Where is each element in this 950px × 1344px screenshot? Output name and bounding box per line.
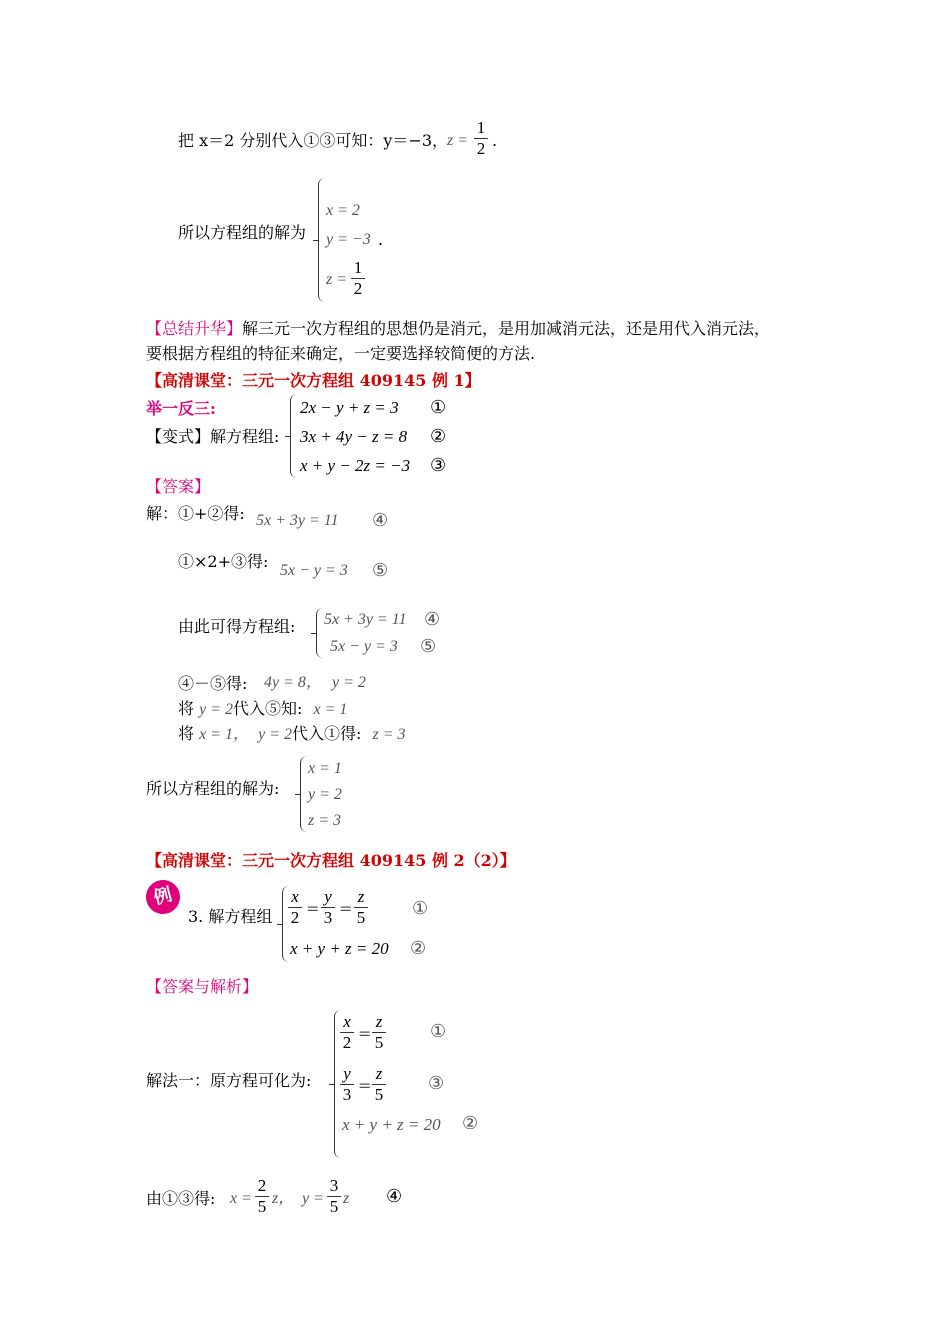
variant-mark-3: ③ [430,455,447,476]
method1-label: 解法一：原方程可化为: [146,1071,312,1090]
final-z: z = 3 [308,812,342,829]
variant-eq-3: x + y − 2z = −3 [300,456,411,475]
brace [316,608,324,658]
last-y: y = [302,1190,324,1207]
intro-period: . [492,131,498,150]
r1-frac-1: x 2 [340,1012,354,1053]
variant-eq-2: 3x + 4y − z = 8 [300,427,408,446]
ex3-mark-1: ① [412,898,429,919]
summary-line-2: 要根据方程组的特征来确定，一定要选择较简便的方法. [146,344,536,363]
r1-mark: ① [430,1021,447,1042]
sol-y: y = −3 [326,231,371,248]
r2-frac-1: y 3 [340,1064,354,1105]
last-x: x = [230,1190,252,1207]
last-frac-y: 3 5 [327,1176,341,1217]
r2-mark: ③ [428,1073,445,1094]
last-frac-x: 2 5 [255,1176,269,1217]
step1-label: 解：①+②得: [146,504,245,523]
example3-label: 3. 解方程组 [188,907,273,926]
step2-mark: ⑤ [372,560,389,581]
r2-eq-sign: = [358,1076,372,1095]
variant-label: 【变式】解方程组: [146,427,280,446]
ex3-frac-z: z 5 [354,887,368,928]
brace [300,756,308,832]
step4-label: ④－⑤得: [178,674,248,693]
variant-mark-2: ② [430,426,447,447]
step6-line: 将 x = 1， y = 2代入①得: z = 3 [178,724,406,743]
answer-tag: 【答案】 [146,477,211,496]
sol-z: z = [326,271,348,288]
solution-label: 所以方程组的解为 [178,223,307,242]
final-y: y = 2 [308,786,342,803]
summary-tag: 【总结升华】 [146,319,243,338]
sol-frac: 1 2 [351,258,365,299]
intro-z: z = [447,132,469,149]
video-link-2[interactable]: 【高清课堂：三元一次方程组 409145 例 2（2）】 [146,851,516,870]
step3-mark-2: ⑤ [420,636,437,657]
final-x: x = 1 [308,760,342,777]
step4-eq-1: 4y = 8， [264,674,322,691]
intro-frac: 1 2 [474,118,488,159]
ex3-frac-y: y 3 [321,887,335,928]
example-badge: 例 [142,876,184,918]
step2-label: ①×2+③得: [178,552,269,571]
step3-eq-2: 5x − y = 3 [330,638,398,655]
r2-frac-2: z 5 [372,1064,386,1105]
last-label: 由①③得: [146,1189,216,1208]
ex3-eq-sign-1: = [306,899,320,918]
intro-line: 把 x＝2 分别代入①③可知：y＝−3， [178,131,449,150]
r3-mark: ② [462,1113,479,1134]
variant-mark-1: ① [430,397,447,418]
r3-eq: x + y + z = 20 [342,1115,441,1134]
sol-x: x = 2 [326,202,360,219]
ex3-eq-sign-2: = [339,899,353,918]
last-mark: ④ [386,1186,403,1207]
step3-mark-1: ④ [424,609,441,630]
step1-mark: ④ [372,510,389,531]
ex3-mark-2: ② [410,938,427,959]
r1-frac-2: z 5 [372,1012,386,1053]
step5-line: 将 y = 2代入⑤知: x = 1 [178,699,348,718]
r1-eq-sign: = [358,1024,372,1043]
step2-eq: 5x − y = 3 [280,562,348,579]
last-z2: z [343,1190,350,1207]
final-label: 所以方程组的解为: [146,779,280,798]
step3-label: 由此可得方程组: [178,617,296,636]
variant-eq-1: 2x − y + z = 3 [300,398,399,417]
step4-eq-2: y = 2 [332,674,366,691]
analysis-tag: 【答案与解析】 [146,977,259,996]
summary-line-1: 【总结升华】解三元一次方程组的思想仍是消元，是用加减消元法，还是用代入消元法， [146,319,771,338]
juyi-label: 举一反三: [146,399,216,418]
step1-eq: 5x + 3y = 11 [256,512,339,529]
last-z1: z， [272,1190,295,1207]
ex3-eq-2: x + y + z = 20 [290,939,389,958]
step3-eq-1: 5x + 3y = 11 [324,611,407,628]
video-link-1[interactable]: 【高清课堂：三元一次方程组 409145 例 1】 [146,371,481,390]
brace [290,394,299,478]
ex3-frac-x: x 2 [288,887,302,928]
sol-period: . [378,230,384,249]
